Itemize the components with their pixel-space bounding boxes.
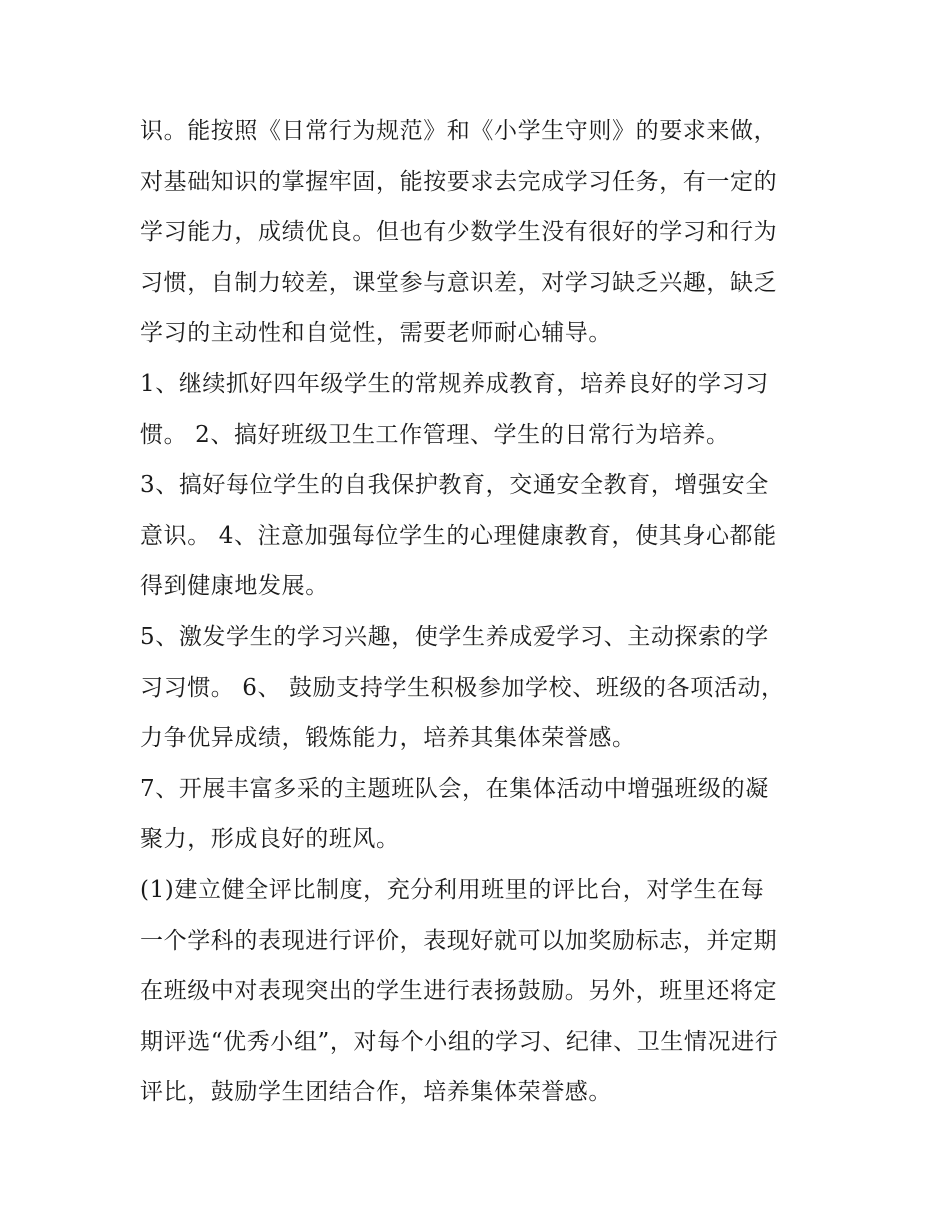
- text-line: 学习能力，成绩优良。但也有少数学生没有很好的学习和行为: [140, 219, 778, 246]
- list-item-line: 1、继续抓好四年级学生的常规养成教育，培养良好的学习习: [140, 370, 769, 397]
- text-line: 对基础知识的掌握牢固，能按要求去完成学习任务，有一定的: [140, 168, 778, 195]
- sub-item-line: (1)建立健全评比制度，充分利用班里的评比台，对学生在每: [140, 876, 765, 903]
- sub-item-line: 在班级中对表现突出的学生进行表扬鼓励。另外，班里还将定: [140, 978, 778, 1005]
- list-item-line: 7、开展丰富多采的主题班队会，在集体活动中增强班级的凝: [140, 775, 769, 802]
- text-line: 习惯，自制力较差，课堂参与意识差，对学习缺乏兴趣，缺乏: [140, 269, 778, 296]
- list-item-line: 惯。 2、搞好班级卫生工作管理、学生的日常行为培养。: [140, 421, 730, 448]
- list-item-line: 5、激发学生的学习兴趣，使学生养成爱学习、主动探索的学: [140, 623, 769, 650]
- text-line: 识。能按照《日常行为规范》和《小学生守则》的要求来做，: [140, 118, 778, 144]
- list-item-line: 得到健康地发展。: [140, 573, 329, 600]
- list-item-line: 意识。 4、注意加强每位学生的心理健康教育，使其身心都能: [140, 522, 777, 549]
- list-item-line: 3、搞好每位学生的自我保护教育，交通安全教育，增强安全: [140, 472, 769, 499]
- sub-item-line: 一个学科的表现进行评价，表现好就可以加奖励标志，并定期: [140, 927, 778, 954]
- text-line: 学习的主动性和自觉性，需要老师耐心辅导。: [140, 320, 612, 347]
- document-body: [140, 106, 820, 1118]
- sub-item-line: 期评选“优秀小组”，对每个小组的学习、纪律、卫生情况进行: [140, 1028, 779, 1055]
- sub-item-line: 评比，鼓励学生团结合作，培养集体荣誉感。: [140, 1079, 612, 1106]
- list-item-line: 力争优异成绩，锻炼能力，培养其集体荣誉感。: [140, 725, 636, 752]
- list-item-line: 习习惯。 6、 鼓励支持学生积极参加学校、班级的各项活动，: [140, 674, 785, 701]
- list-item-line: 聚力，形成良好的班风。: [140, 826, 400, 853]
